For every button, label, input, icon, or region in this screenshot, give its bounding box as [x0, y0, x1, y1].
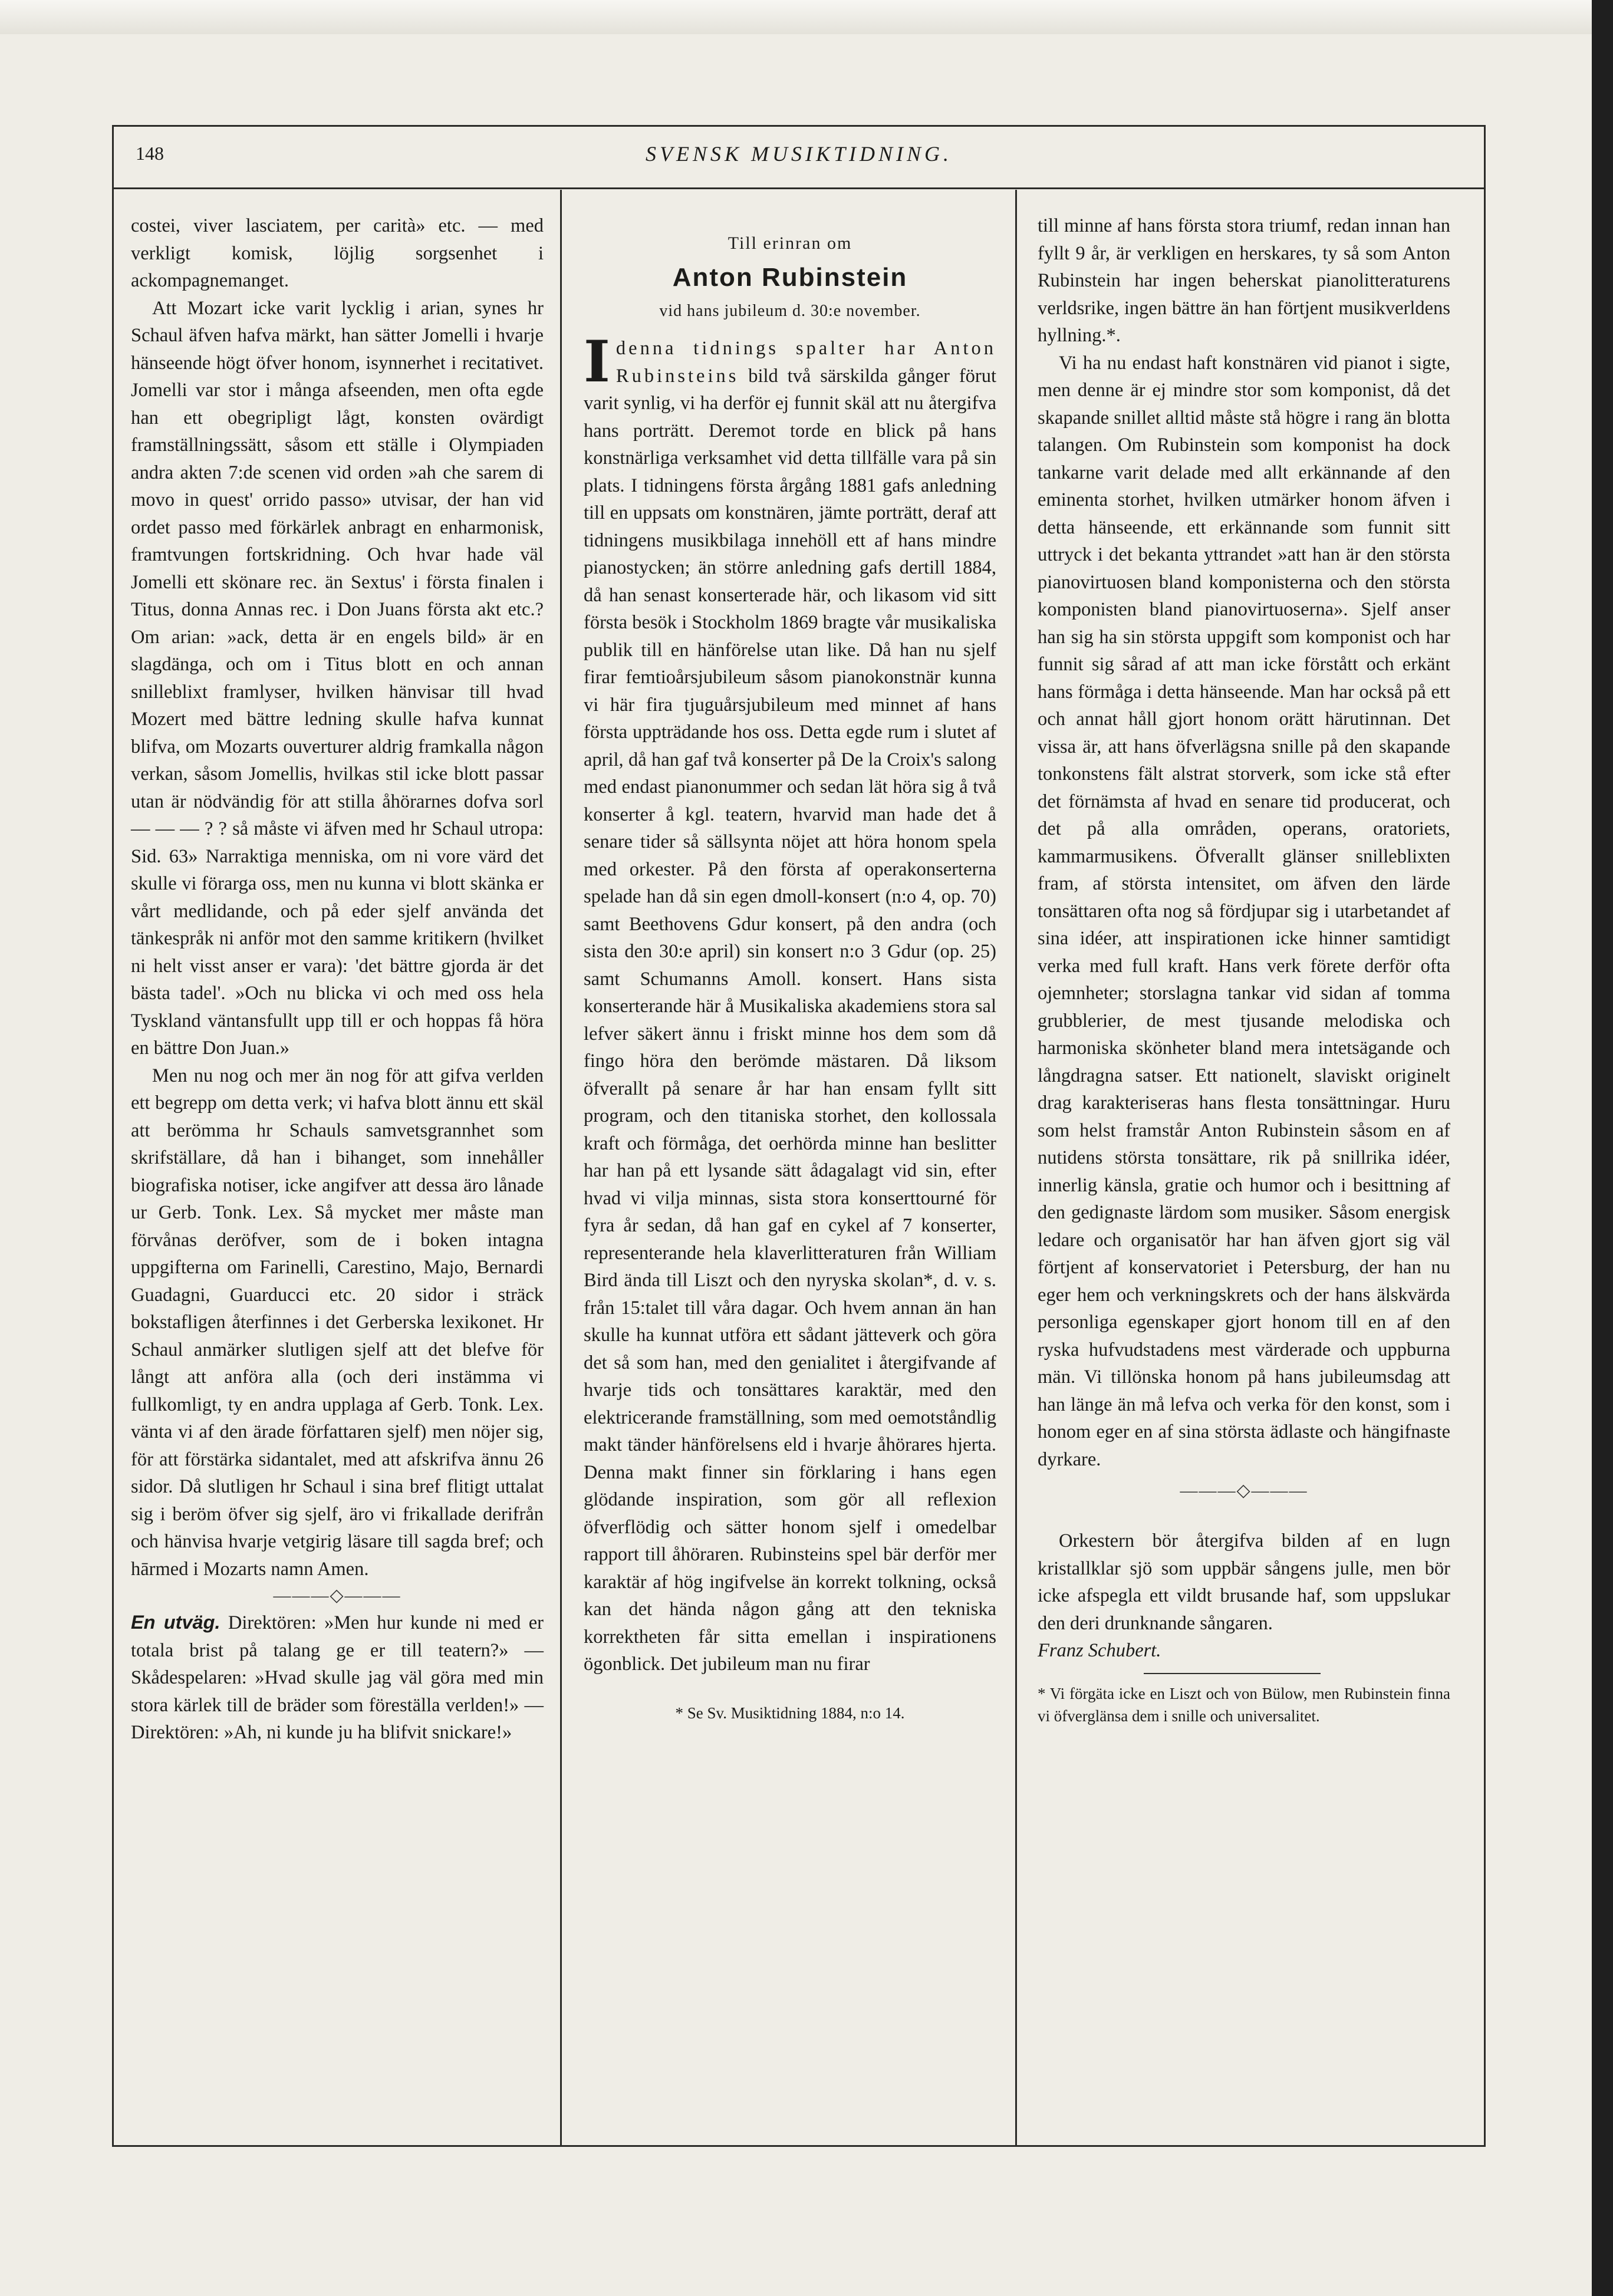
- article-intro: Till erinran om: [728, 233, 852, 253]
- article-subtitle: vid hans jubileum d. 30:e november.: [659, 302, 921, 320]
- column-3: [1038, 212, 1450, 1727]
- quote-attribution: Franz Schubert.: [1038, 1640, 1161, 1661]
- header-rule: [114, 187, 1484, 189]
- article-body: bild två särskilda gånger förut varit synlig, vi ha derför ej funnit skäl att nu återgifva hans porträtt. Deremot torde en blick på hans konstnärliga verksamhet vid detta tillfälle vara på sin plats. I tidningens första årgång 1881 gafs anledning till en uppsats om konstnären, jämte porträtt, deraf att tidningens musikbilaga innehöll ett af hans mindre pianostycken; än större anledning gafs dertill 1884, då han senast konserterade här, och likasom vid sitt första besök i Stockholm 1869 bragte vår musikaliska publik till en hänförelse utan like. Då han nu sjelf firar femtioårsjubileum såsom pianokonstnär kunna vi här fira tjuguårsjubileum med minnet af hans första uppträdande hos oss. Detta egde rum i slutet af april, då han gaf två konserter på De la Croix's salong med endast pianonummer och sedan lät höra sig å två konserter å kgl. teatern, hvarvid man hade det å senare tider så sällsynta nöjet att höra honom spela med orkester. På den första af operakonserterna spelade han då sin egen dmoll-konsert (n:o 4, op. 70) samt Beethovens Gdur konsert, på den andra (och sista den 30:e april) sin konsert n:o 3 Gdur (op. 25) samt Schumanns Amoll. konsert. Hans sista konserterande här å Musikaliska akademiens stora sal lefver säkert ännu i friskt minne hos dem som då fingo höra den berömde mästaren. Då liksom öfverallt på senare år har han ensam fyllt sitt program, och den titaniska storhet, den kollossala kraft och förmåga, det oerhörda minne han beslitter har han på ett lysande sätt ådagalagt vid sin, efter hvad vi vilja minnas, sista stora konserttourné för fyra år sedan, då han gaf en cykel af 7 konserter, representerande hela klaverlitteraturen från William Bird ända till Liszt och den nyryska skolan*, d. v. s. från 15:talet till våra dagar. Och hvem annan än han skulle ha kunnat utföra ett sådant jätteverk och göra det så som han, med den genialitet i återgifvande af hvarje tids och tonsättares karaktär, med den elektricerande framställning, som med oemotståndlig makt tänder hänförelsens eld i hvarje åhörares hjerta. Denna makt finner sin förklaring i hans egen glödande inspiration, som gör all reflexion öfverflödig och sätter honom sjelf i omedelbar rapport till åhöraren. Rubinsteins spel bär derför mer karaktär af hög ingifvelse än korrekt tolkning, också kan det hända någon gång att den tekniska korrektheten får sitta emellan i inspirationens ögonblick. Det jubileum man nu firar: [584, 365, 997, 1675]
- column3-footnote: * Vi förgäta icke en Liszt och von Bülow, men Rubinstein finna vi öfverglänsa dem i snille och universalitet.: [1038, 1684, 1450, 1725]
- page-number: 148: [136, 143, 164, 164]
- column-1: [131, 212, 544, 1747]
- col1-paragraph-1: costei, viver lasciatem, per carità» etc. — med verkligt komisk, löjlig sorgsenhet i ackompagnemanget.: [131, 215, 544, 291]
- column2-footnote: * Se Sv. Musiktidning 1884, n:o 14.: [675, 1704, 905, 1722]
- col1-paragraph-2: Att Mozart icke varit lycklig i arian, synes hr Schaul äfven hafva märkt, han sätter Jomelli i hvarje hänseende högt öfver honom, isynnerhet i recitativet. Jomelli var stor i många afseenden, men ofta egde han ett obegripligt lågt, konsten ovärdigt framställningssätt, såsom ett ställe i Olympiaden andra akten 7:de scenen vid orden »ah che sarem di movo in quest' orrido passo» utvisar, der han vid ordet passo med förkärlek anbragt en enharmonisk, framtvungen fortskridning. Och hvar hade väl Jomelli ett skönare rec. än Sextus' i första finalen i Titus, donna Annas rec. i Don Juans första akt etc.? Om arian: »ack, detta är en engels bild» är en slagdänga, och om i Titus blott en och annan snilleblixt framlyser, hvilken hänvisar till hvad Mozert med bättre ledning skulle hafva kunnat blifva, om Mozarts ouverturer aldrig framkalla någon verkan, såsom Jomellis, hvilkas stil icke blott passar utan är nödvändig för att stilla åhörarnes dofva sorl — — — ? ? så måste vi äfven med hr Schaul utropa: Sid. 63» Narraktiga menniska, om ni vore värd det skulle vi förarga oss, men nu kunna vi blott skänka er vårt medlidande, och på eder sjelf använda det tänkespråk ni anför mot den samme kritikern (hvilket ni helt visst anser er vara): 'det bättre gjorda är det bästa tadel'. »Och nu blicka vi och med oss hela Tyskland väntansfullt upp till er och hoppas få höra en bättre Don Juan.»: [131, 297, 544, 1059]
- footnote-rule: [1144, 1673, 1321, 1674]
- page-header: [118, 137, 1480, 178]
- column-rule-1: [560, 190, 562, 2147]
- col3-paragraph-1: till minne af hans första stora triumf, redan innan han fyllt 9 år, är verkligen en herskares, ty så som Anton Rubinstein har ingen beherskat pianolitteraturens verldsrike, ingen bättre än han förtjent musikverldens hyllning.*.: [1038, 215, 1450, 346]
- section-ornament: ———◇———: [273, 1586, 401, 1605]
- running-title: SVENSK MUSIKTIDNING.: [645, 142, 952, 166]
- article-paragraph-1: [584, 328, 997, 1678]
- schubert-quote: Orkestern bör återgifva bilden af en lugn kristallklar sjö som uppbär sångens julle, men bör icke afspegla ett vildt brusande haf, som uppslukar den deri drunknande sångaren.: [1038, 1530, 1450, 1634]
- anecdote-label: En utväg.: [131, 1612, 220, 1633]
- scan-top-band: [0, 0, 1613, 34]
- article-opening: denna tidnings spalter har Anton Rubinsteins: [615, 338, 996, 387]
- anecdote-text: Direktören: »Men hur kunde ni med er totala brist på talang ge er till teatern?» — Skådespelaren: »Hvad skulle jag väl göra med min stora kärlek till de bräder som föreställa verlden!» — Direktören: »Ah, ni kunde ju ha blifvit snickare!»: [131, 1612, 544, 1743]
- article-title: Anton Rubinstein: [672, 263, 908, 292]
- drop-cap: I: [584, 328, 610, 395]
- col1-paragraph-3: Men nu nog och mer än nog för att gifva verlden ett begrepp om detta verk; vi hafva blott ännu ett skäl att berömma hr Schauls samvetsgrannhet som skrifställare, då han i bihanget, som innehåller biografiska notiser, icke angifver att dessa äro lånade ur Gerb. Tonk. Lex. Så mycket mer måste man förvånas deröfver, som de i boken intagna uppgifterna om Farinelli, Carestino, Majo, Bernardi Guadagni, Guarducci etc. 20 sidor i sträck bokstafligen återfinnes i det Gerberska lexikonet. Hr Schaul anmärker slutligen sjelf att det blefve för långt att anföra alla (och deri instämma vi fullkomligt, ty en andra upplaga af Gerb. Tonk. Lex. vänta vi af den ärade författaren sjelf) men nöjer sig, för att förstärka sidantalet, med att afskrifva ännu 26 sidor. Då slutligen hr Schaul i sina bref flitigt uttalat sig i beröm öfver sig sjelf, äro vi frikallade derifrån och hänvisa hvarje vetgirig läsare till sagda bref; och hārmed i Mozarts namn Amen.: [131, 1065, 544, 1580]
- section-ornament-2: ———◇———: [1180, 1481, 1308, 1500]
- scan-edge: [1592, 0, 1613, 2296]
- anecdote-paragraph: [131, 1609, 544, 1747]
- column-rule-2: [1015, 190, 1017, 2147]
- column-2: [584, 212, 996, 1724]
- col3-paragraph-2: Vi ha nu endast haft konstnären vid pianot i sigte, men denne är ej mindre stor som komponist, då det skapande snillet alltid måste stå högre i rang än blotta talangen. Om Rubinstein som komponist ha dock tankarne varit delade med allt erkännande af den eminenta storhet, hvilken utmärker honom äfven i detta hänseende, ett erkännande som funnit sitt uttryck i det bekanta yttrandet »att han är den största pianovirtuosen bland komponisterna och den största komponisten bland pianovirtuoserna». Sjelf anser han sig ha sin största uppgift som komponist och har funnit sig sårad af att man icke förstått och erkänt hans förmåga i detta hänseende. Man har också på ett och annat håll gjort honom orätt härutinnan. Det vissa är, att hans öfverlägsna snille på den skapande tonkonstens fält alstrat storverk, som icke stå efter det förnämsta af hvad en senare tid producerat, och det på alla områden, operans, oratoriets, kammarmusikens. Öfverallt glänser snilleblixten fram, af största intensitet, om äfven den lärde tonsättaren ofta nog så fördjupar sig i utarbetandet af sina idéer, att inspirationen icke hinner samtidigt verka med full kraft. Hans verk förete derför ofta ojemnheter; storslagna tankar vid sidan af tomma grubblerier, de mest tjusande melodiska och harmoniska skönheter bland mera intetsägande och långdragna satser. Ett nationelt, slaviskt originelt drag karakteriseras hans flesta tonsättningar. Huru som helst framstår Anton Rubinstein såsom en af nutidens största tonsättare, rik på snillrika idéer, innerlig känsla, gratie och humor och i besittning af den gedignaste lärdom som musiker. Såsom energisk ledare och organisatör har han äfven gjort sig väl förtjent af konservatoriet i Petersburg, der han nu eger hem och verkningskrets och der hans älskvärda personliga egenskaper gjort honom till en af den ryska hufvudstadens mest värderade och uppburna män. Vi tillönska honom på hans jubileumsdag att han länge än må lefva och verka för den konst, som i honom eger en af sina största ädlaste och hängifnaste dyrkare.: [1038, 352, 1450, 1470]
